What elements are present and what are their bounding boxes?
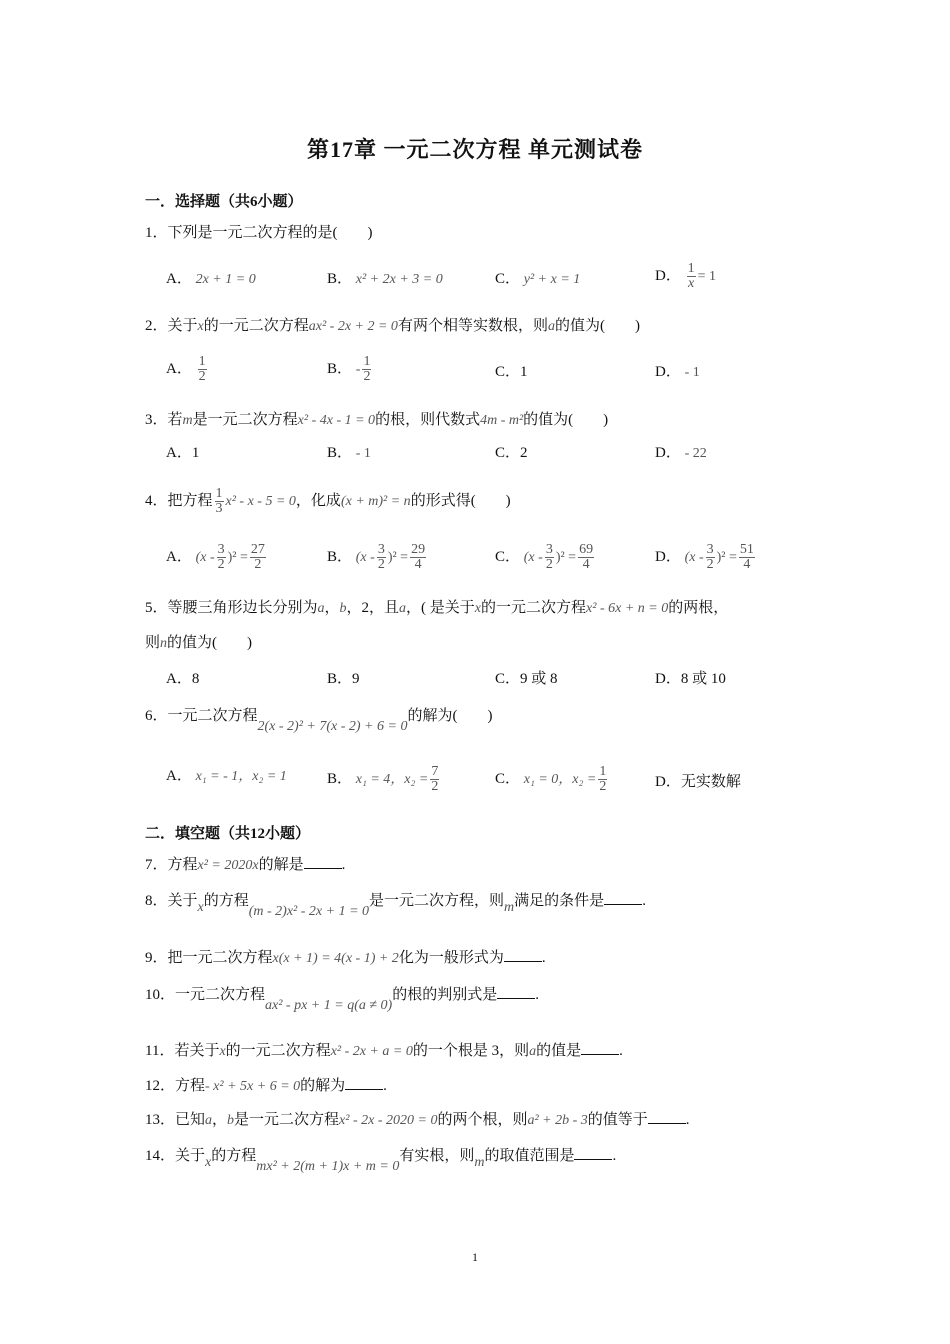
answer-blank[interactable] [497, 984, 535, 999]
q5-option-d: D．8 或 10 [655, 671, 726, 687]
q3-option-d: D． - 22 [655, 445, 707, 461]
q5-option-a: A．8 [166, 671, 200, 687]
q2-option-a: A． $\frac{1}{2}$ [166, 354, 206, 384]
q3-option-a: A．1 [166, 445, 200, 461]
q6-option-a: A． x₁ = - 1，x₂ = 1 [166, 768, 287, 784]
q6-option-d: D．无实数解 [655, 774, 741, 790]
q5-option-c: C．9 或 8 [495, 671, 558, 687]
q4-option-c: C． (x - $\frac{3}{2}$ )² = $\frac{69}{4}$ [495, 542, 594, 572]
q4-option-b: B． (x - $\frac{3}{2}$ )² = $\frac{29}{4}$ [327, 542, 426, 572]
question-5-stem-line-2: 则n的值为( ) [145, 635, 253, 651]
question-14: 14．关于x的方程mx² + 2(m + 1)x + m = 0有实根，则m的取值范围是 . [145, 1145, 616, 1168]
answer-blank[interactable] [581, 1040, 619, 1055]
q2-option-b: B． - $\frac{1}{2}$ [327, 354, 371, 384]
q2-option-d: D． - 1 [655, 364, 700, 380]
question-2-stem: 2．关于x的一元二次方程ax² - 2x + 2 = 0有两个相等实数根，则a的值为( ) [145, 318, 640, 334]
answer-blank[interactable] [345, 1075, 383, 1090]
answer-blank[interactable] [304, 854, 342, 869]
question-4-stem: 4．把方程 $\frac{1}{3}$ x² - x - 5 = 0，化成(x + m)² = n的形式得( ) [145, 486, 511, 516]
q1-option-d: D． $\frac{1}{x}$ = 1 [655, 261, 716, 291]
question-6-stem: 6．一元二次方程2(x - 2)² + 7(x - 2) + 6 = 0的解为( ) [145, 708, 493, 734]
question-1-stem: 1．下列是一元二次方程的是( ) [145, 225, 373, 241]
page-number: 1 [472, 1250, 478, 1264]
q1-option-c: C． y² + x = 1 [495, 271, 581, 287]
section-fill-in-heading: 二．填空题（共12小题） [145, 826, 311, 842]
q3-option-c: C．2 [495, 445, 528, 461]
question-9: 9．把一元二次方程x(x + 1) = 4(x - 1) + 2化为一般形式为 . [145, 947, 546, 970]
question-12: 12．方程- x² + 5x + 6 = 0的解为 . [145, 1075, 387, 1098]
q4-option-d: D． (x - $\frac{3}{2}$ )² = $\frac{51}{4}$ [655, 542, 754, 572]
page-title: 第17章 一元二次方程 单元测试卷 [306, 137, 643, 162]
q1-option-a: A． 2x + 1 = 0 [166, 271, 256, 287]
question-10: 10．一元二次方程ax² - px + 1 = q(a ≠ 0)的根的判别式是 . [145, 984, 539, 1007]
answer-blank[interactable] [574, 1145, 612, 1160]
answer-blank[interactable] [504, 947, 542, 962]
question-8: 8．关于x的方程(m - 2)x² - 2x + 1 = 0是一元二次方程，则m满足的条件是 . [145, 890, 646, 913]
question-13: 13．已知a，b是一元二次方程x² - 2x - 2020 = 0的两个根，则a² + 2b - 3的值等于 . [145, 1109, 690, 1132]
q3-option-b: B． - 1 [327, 445, 371, 461]
q5-option-b: B．9 [327, 671, 360, 687]
question-11: 11．若关于x的一元二次方程x² - 2x + a = 0的一个根是 3，则a的值是 . [145, 1040, 623, 1063]
answer-blank[interactable] [648, 1109, 686, 1124]
q1-option-b: B． x² + 2x + 3 = 0 [327, 271, 443, 287]
q6-option-c: C． x₁ = 0，x₂ = $\frac{1}{2}$ [495, 764, 607, 794]
question-3-stem: 3．若m是一元二次方程x² - 4x - 1 = 0的根，则代数式4m - m²的值为( ) [145, 412, 609, 428]
question-5-stem: 5．等腰三角形边长分别为a，b，2，且a，( 是关于x的一元二次方程x² - 6x + n = 0的两根， [145, 600, 729, 616]
answer-blank[interactable] [604, 890, 642, 905]
q2-option-c: C．1 [495, 364, 528, 380]
question-7: 7．方程x² = 2020x的解是 . [145, 854, 345, 877]
q6-option-b: B． x₁ = 4，x₂ = $\frac{7}{2}$ [327, 764, 439, 794]
section-multiple-choice-heading: 一．选择题（共6小题） [145, 194, 303, 210]
q4-option-a: A． (x - $\frac{3}{2}$ )² = $\frac{27}{2}$ [166, 542, 265, 572]
